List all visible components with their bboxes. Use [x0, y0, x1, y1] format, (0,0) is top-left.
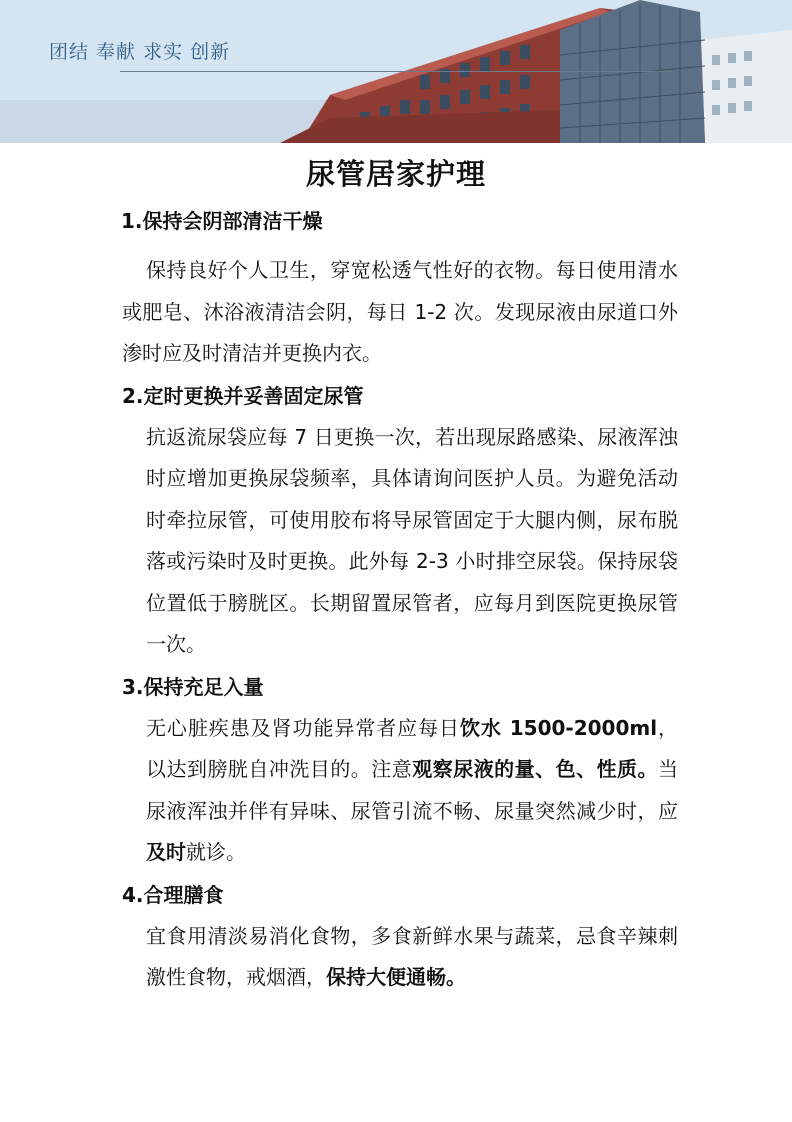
page-title: 尿管居家护理 — [305, 157, 486, 191]
section-3-text-e: 当尿液浑浊并伴有异味、尿管引流不畅、尿量突然减少时，应 — [146, 757, 679, 823]
section-3-emph-timely: 及时 — [146, 840, 186, 864]
section-3-text-c: ，以达到膀胱自冲洗目的。注意 — [146, 715, 679, 781]
header-banner — [0, 0, 792, 143]
section-2-heading: 2.定时更换并妥善固定尿管 — [122, 383, 364, 408]
section-2-body: 抗返流尿袋应每 7 日更换一次，若出现尿路感染、尿液浑浊时应增加更换尿袋频率，具体请询问医护人员。为避免活动时牵拉尿管，可使用胶布将导尿管固定于大腿内侧，尿布脱落或污染时及时更换。此外每 2-3 小时排空尿袋。保持尿袋位置低于膀胱区。长期留置尿管者，应每月到医院更换尿管一次。 — [146, 424, 678, 656]
article-body — [122, 206, 678, 999]
section-3-text-a: 无心脏疾患及肾功能异常者应每日 — [146, 715, 460, 740]
section-3-text-g: 就诊。 — [186, 840, 246, 864]
header-divider — [120, 71, 672, 72]
section-4-text-a: 宜食用清淡易消化食物，多食新鲜水果与蔬菜，忌食辛辣刺激性食物，戒烟酒， — [146, 923, 678, 989]
section-3-emph-water: 饮水 1500-2000ml — [459, 715, 658, 740]
section-4-heading: 4.合理膳食 — [122, 882, 224, 907]
section-4-emph: 保持大便通畅。 — [326, 965, 466, 989]
section-3-body — [122, 708, 678, 874]
motto-text: 团结 奉献 求实 创新 — [49, 41, 231, 63]
section-1-body: 保持良好个人卫生，穿宽松透气性好的衣物。每日使用清水或肥皂、沐浴液清洁会阴，每日 1-2 次。发现尿液由尿道口外渗时应及时清洁并更换内衣。 — [122, 258, 678, 365]
section-1-heading: 1.保持会阴部清洁干燥 — [121, 209, 323, 233]
section-3-heading: 3.保持充足入量 — [122, 674, 264, 699]
section-3-emph-observe: 观察尿液的量、色、性质。 — [412, 757, 659, 781]
section-4-body — [122, 916, 678, 999]
